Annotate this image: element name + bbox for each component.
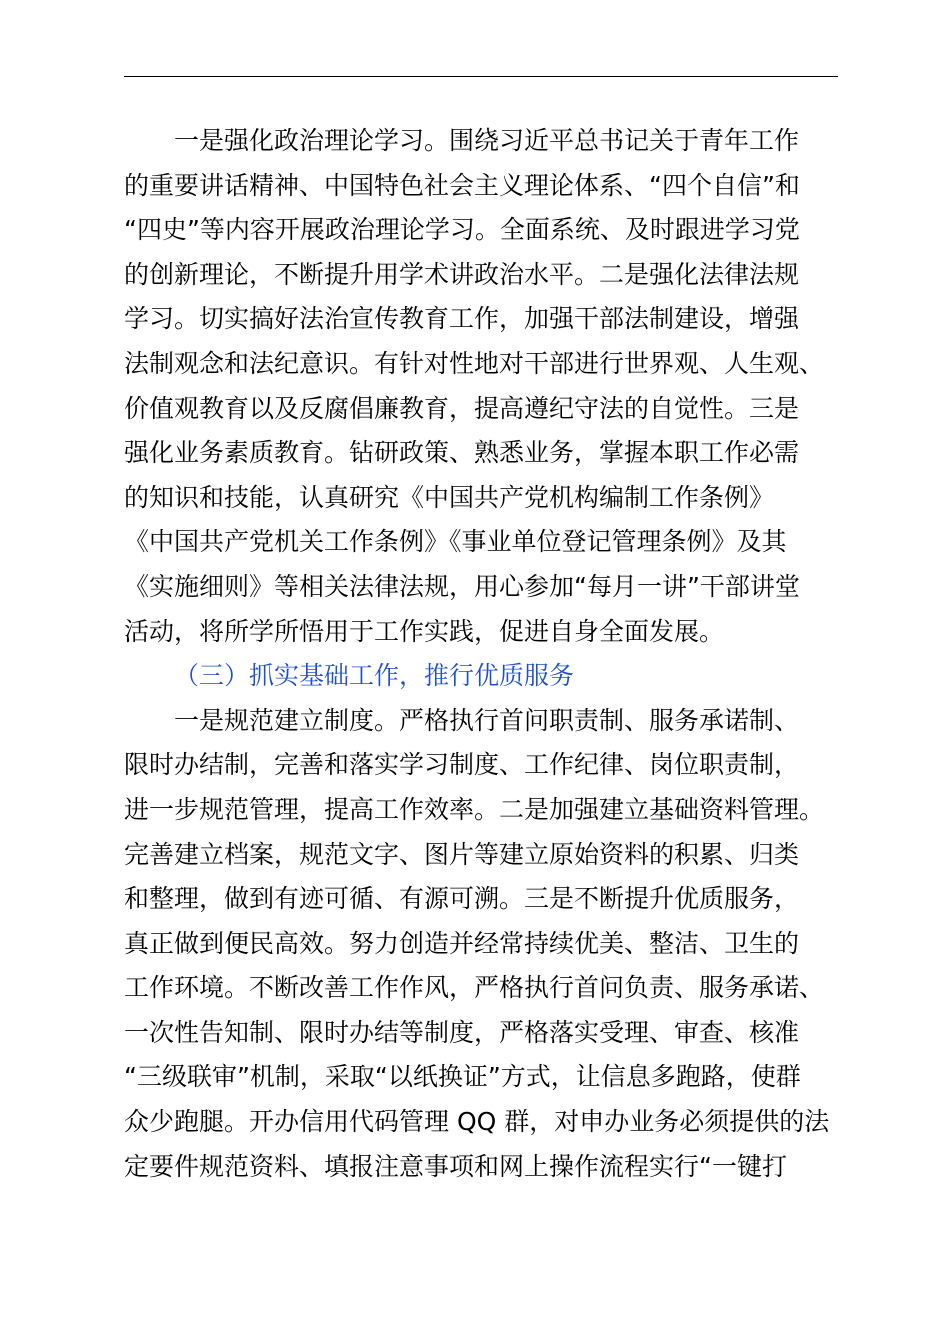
text-line: 进一步规范管理，提高工作效率。二是加强建立基础资料管理。	[124, 794, 825, 824]
text-line: 的知识和技能，认真研究《中国共产党机构编制工作条例》	[124, 482, 775, 512]
text-line: 一次性告知制、限时办结等制度，严格落实受理、审查、核准	[124, 1017, 800, 1047]
text-line: 和整理，做到有迹可循、有源可溯。三是不断提升优质服务，	[124, 884, 800, 914]
text-line: 一是强化政治理论学习。围绕习近平总书记关于青年工作	[174, 126, 800, 155]
paragraph-basic-work	[124, 699, 840, 1190]
text-line: 一是规范建立制度。严格执行首问职责制、服务承诺制、	[174, 705, 800, 735]
text-line: 完善建立档案，规范文字、图片等建立原始资料的积累、归类	[124, 839, 800, 869]
text-line: “三级联审”机制，采取“以纸换证”方式，让信息多跑路，使群	[124, 1062, 801, 1092]
text-line: 定要件规范资料、填报注意事项和网上操作流程实行“一键打	[124, 1151, 787, 1181]
text-line: 学习。切实搞好法治宣传教育工作，加强干部法制建设，增强	[124, 304, 800, 334]
text-line: 法制观念和法纪意识。有针对性地对干部进行世界观、人生观、	[124, 348, 825, 378]
paragraph-political-study	[124, 119, 840, 654]
text-line: 工作环境。不断改善工作作风，严格执行首问负责、服务承诺、	[124, 973, 825, 1003]
text-line: 的重要讲话精神、中国特色社会主义理论体系、“四个自信”和	[124, 170, 800, 200]
text-line: 的创新理论，不断提升用学术讲政治水平。二是强化法律法规	[124, 259, 800, 289]
text-line: 《实施细则》等相关法律法规，用心参加“每月一讲”干部讲堂	[124, 571, 800, 601]
text-line: “四史”等内容开展政治理论学习。全面系统、及时跟进学习党	[124, 215, 800, 245]
text-line: 强化业务素质教育。钻研政策、熟悉业务，掌握本职工作必需	[124, 438, 800, 468]
text-line: 价值观教育以及反腐倡廉教育，提高遵纪守法的自觉性。三是	[124, 393, 800, 423]
text-line: 真正做到便民高效。努力创造并经常持续优美、整洁、卫生的	[124, 928, 800, 958]
header-rule	[124, 76, 838, 77]
document-body	[124, 119, 840, 1189]
section-heading: （三）抓实基础工作，推行优质服务	[174, 661, 575, 691]
text-line: 限时办结制，完善和落实学习制度、工作纪律、岗位职责制，	[124, 750, 800, 780]
text-line: 活动，将所学所悟用于工作实践，促进自身全面发展。	[124, 616, 725, 646]
text-line: 《中国共产党机关工作条例》《事业单位登记管理条例》及其	[124, 527, 787, 557]
text-line: 众少跑腿。开办信用代码管理 QQ 群，对申办业务必须提供的法	[124, 1107, 830, 1137]
